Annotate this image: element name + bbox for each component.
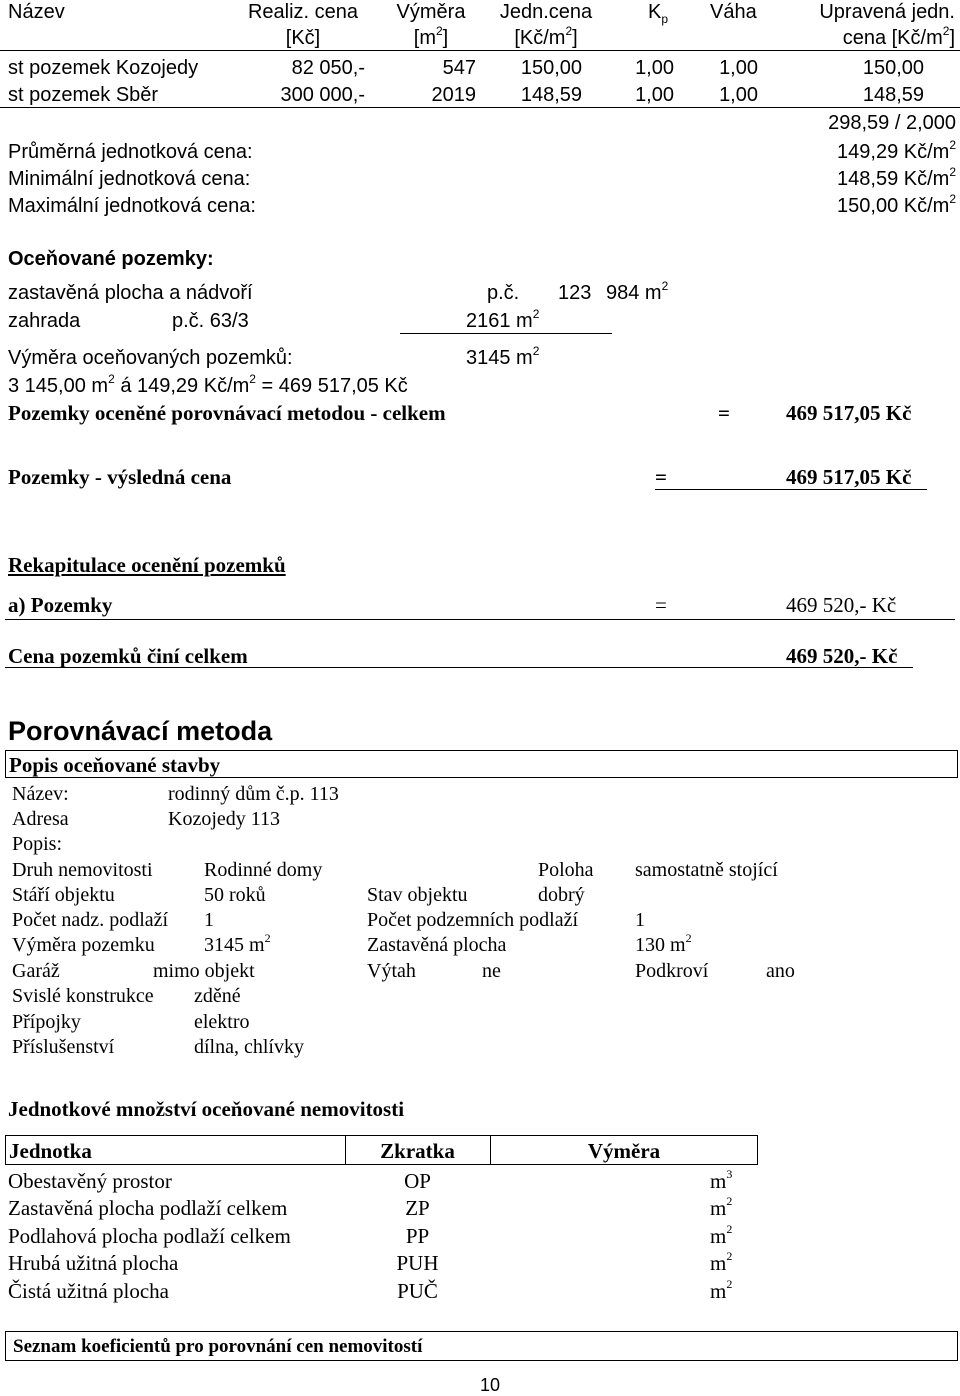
calc-line: 3 145,00 $m^2$ á 149,29 $Kč/m^2 = 469$ 517,05 Kč [8,372,408,397]
header-jednotka: Jednotka [9,1139,92,1163]
garden-pc: p.č. 63/3 [172,310,249,332]
svisle-value: zděné [194,985,241,1007]
adresa-value: Kozojedy 113 [168,808,281,830]
table-header-divider [0,50,960,51]
vymera-pozemku-label: Výměra pozemku [12,934,155,956]
page-number: 10 [479,1375,501,1395]
nadz-label: Počet nadz. podlaží [12,909,169,931]
header-zkratka: Zkratka [380,1139,455,1163]
result-value: 469 517,05 Kč [786,465,912,489]
rekap-a-eq: = [655,593,667,617]
druh-value: Rodinné domy [204,859,323,881]
result-label: Pozemky - výsledná cena [8,465,232,489]
podz-value: 1 [635,909,645,931]
adresa-label: Adresa [12,808,69,830]
stari-label: Stáří objektu [12,884,115,906]
vytah-label: Výtah [367,960,416,982]
podkrovi-value: ano [766,960,795,982]
seznam-heading: Seznam koeficientů pro porovnání cen nemovitostí [13,1336,423,1357]
poloha-label: Poloha [538,859,594,881]
cena-label: Cena pozemků činí celkem [8,644,248,668]
rekap-a-value: 469 520,- Kč [786,593,897,617]
parcel-pc: p.č. [487,282,520,304]
druh-label: Druh nemovitosti [12,859,153,881]
nadz-value: 1 [204,909,214,931]
podz-label: Počet podzemních podlaží [367,909,579,931]
rekap-a-label: a) Pozemky [8,593,113,617]
stari-value: 50 roků [204,884,266,906]
popis-label: Popis: [12,833,63,855]
total-value: 469 517,05 Kč [786,401,912,425]
jednotkove-heading: Jednotkové množství oceňované nemovitosti [8,1097,405,1121]
nazev-value: rodinný dům č.p. 113 [168,783,339,805]
parcel-label: zastavěná plocha a nádvoří [8,282,253,304]
vytah-value: ne [482,960,501,982]
total-label: Pozemky oceněné porovnávací metodou - celkem [8,401,446,425]
podkrovi-label: Podkroví [635,960,709,982]
vymera-label: Výměra oceňovaných pozemků: [8,347,293,369]
sum-underline [400,333,612,334]
col-header-vymera: Výměra $[m^2]$ [396,1,466,49]
parcel-number: 123 [558,282,592,304]
cena-underline [5,667,913,668]
col-header-jedn: Jedn.cena $[Kč/m^2]$ [499,1,593,49]
garden-label: zahrada [8,310,81,332]
prisl-value: dílna, chlívky [194,1036,304,1058]
vymera-pozemku-value: 3145 $m^2$ [204,931,271,956]
garaz-value: mimo objekt [153,960,255,982]
header-vymera: Výměra [587,1139,661,1163]
col-header-kp: $K_p$ [648,1,669,26]
zast-label: Zastavěná plocha [367,934,507,956]
cena-value: 469 520,- Kč [786,644,898,668]
col-header-vaha: Váha [710,1,757,23]
poloha-value: samostatně stojící [635,859,778,881]
total-eq: = [718,401,730,425]
zast-value: 130 $m^2$ [635,931,692,956]
stav-label: Stav objektu [367,884,468,906]
pripojky-label: Přípojky [12,1011,81,1033]
garden-area: 2161 $m^2$ [466,307,540,332]
result-eq: = [655,465,667,489]
parcel-area: 984 $m^2$ [606,279,669,304]
stav-value: dobrý [538,884,585,906]
svisle-label: Svislé konstrukce [12,985,154,1007]
popis-header: Popis oceňované stavby [9,753,221,777]
nazev-label: Název: [12,783,69,805]
ocenovane-heading: Oceňované pozemky: [8,248,214,270]
col-header-nazev: Název [8,1,65,23]
vymera-value: 3145 $m^2$ [466,344,540,369]
rekap-heading: Rekapitulace ocenění pozemků [8,553,286,577]
col-header-realiz: Realiz. cena [Kč] [247,1,359,49]
col-header-upravena: Upravená jedn. cena $[Kč/m^2]$ [819,1,955,49]
table-footer-divider [0,107,960,108]
garaz-label: Garáž [12,960,60,982]
section-title: Porovnávací metoda [8,716,273,746]
rekap-divider [5,619,955,620]
sum-ratio: 298,59 / 2,000 [828,112,956,134]
prisl-label: Příslušenství [12,1036,115,1058]
pripojky-value: elektro [194,1011,250,1033]
result-underline [655,489,927,490]
